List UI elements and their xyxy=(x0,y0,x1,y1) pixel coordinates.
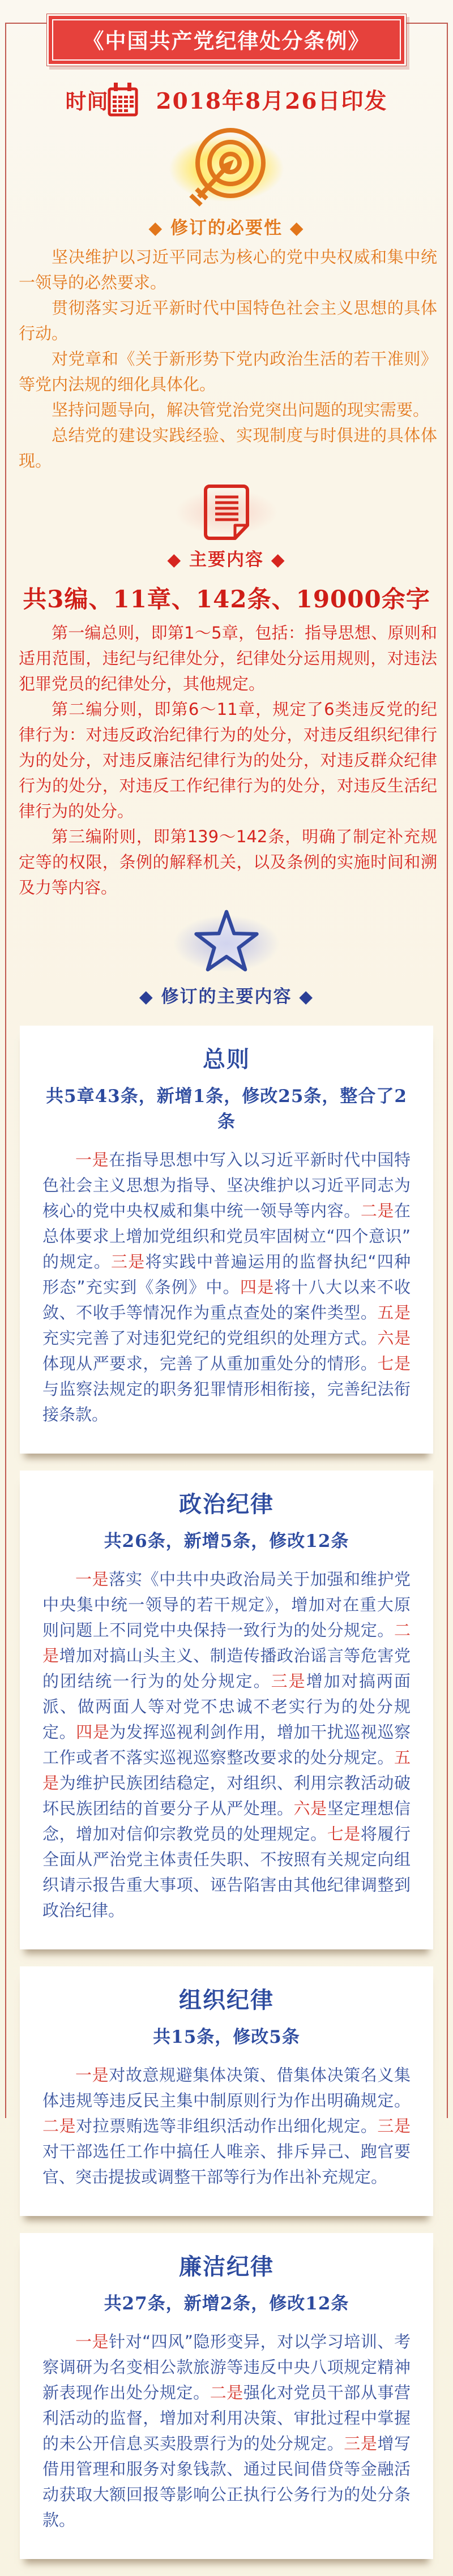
card-body: 一是针对“四风”隐形变异，对以学习培训、考察调研为名变相公款旅游等违反中央八项规定精神新表现作出处分规定。二是强化对党员干部从事营利活动的监督，增加对利用决策、审批过程中掌握的未公开信息买卖股票行为的处分规定。三是增写借用管理和服务对象钱款、通过民间借贷等金融活动获取大额回报等影响公正执行公务行为的处分条款。 xyxy=(42,2332,411,2530)
card-title: 总则 xyxy=(203,1047,250,1073)
section-heading-revision: ◆ 修订的主要内容 ◆ xyxy=(139,987,314,1007)
card-subtitle: 共26条，新增5条，修改12条 xyxy=(104,1531,349,1551)
calendar-icon xyxy=(105,82,139,118)
issue-date: 2018年8月26日印发 xyxy=(156,88,388,114)
card-political-discipline xyxy=(20,1471,433,1949)
document-lines-icon xyxy=(159,482,294,543)
card-body: 一是对故意规避集体决策、借集体决策名义集体违规等违反民主集中制原则行为作出明确规定。二是对拉票贿选等非组织活动作出细化规定。三是对干部选任工作中搞任人唯亲、排斥异己、跑官要官、突击提拔或调整干部等行为作出补充规定。 xyxy=(42,2065,411,2187)
title-banner xyxy=(46,14,407,66)
necessity-paragraphs xyxy=(0,239,453,474)
star-outline-icon xyxy=(159,907,294,980)
card-body: 一是落实《中共中央政治局关于加强和维护党中央集中统一领导的若干规定》，增加对在重大原则问题上不同党中央保持一致行为的处分规定。二是增加对搞山头主义、制造传播政治谣言等危害党的团结统一行为的处分规定。三是增加对搞两面派、做两面人等对党不忠诚不老实行为的处分规定。四是为发挥巡视利剑作用，增加干扰巡视巡察工作或者不落实巡视巡察整改要求的处分规定。五是为维护民族团结稳定，对组织、利用宗教活动破坏民族团结的首要分子从严处理。六是坚定理想信念，增加对信仰宗教党员的处理规定。七是将履行全面从严治党主体责任失职、不按照有关规定向组织请示报告重大事项、诬告陷害由其他纪律调整到政治纪律。 xyxy=(42,1570,411,1920)
structure-stat-line: 共3编、11章、142条、19000余字 xyxy=(23,585,430,613)
paragraph: 第三编附则，即第139～142条，明确了制定补充规定等的权限，条例的解释机关，以及条例的实施时间和溯及力等内容。 xyxy=(19,827,437,897)
card-title: 组织纪律 xyxy=(179,1987,274,2013)
issue-date-row xyxy=(0,80,453,119)
card-general-rules xyxy=(20,1026,433,1454)
card-organizational-discipline xyxy=(20,1966,433,2216)
card-title: 廉洁纪律 xyxy=(179,2254,274,2280)
main-content-paragraphs xyxy=(0,615,453,901)
card-body: 一是在指导思想中写入以习近平新时代中国特色社会主义思想为指导、坚决维护以习近平同志为核心的党中央权威和集中统一领导等内容。二是在总体要求上增加党组织和党员牢固树立“四个意识”的规定。三是将实践中普遍运用的监督执纪“四种形态”充实到《条例》中。四是将十八大以来不收敛、不收手等情况作为重点查处的案件类型。五是充实完善了对违犯党纪的党组织的处理方式。六是体现从严要求，完善了从重加重处分的情形。七是与监察法规定的职务犯罪情形相衔接，完善纪法衔接条款。 xyxy=(42,1150,411,1424)
paragraph: 总结党的建设实践经验、实现制度与时俱进的具体体现。 xyxy=(19,426,437,470)
page-title: 《中国共产党纪律处分条例》 xyxy=(83,28,370,53)
time-label: 时间 xyxy=(65,89,109,114)
paragraph: 第二编分则，即第6～11章，规定了6类违反党的纪律行为：对违反政治纪律行为的处分，对违反组织纪律行为的处分，对违反廉洁纪律行为的处分，对违反群众纪律行为的处分，对违反工作纪律行为的处分，对违反生活纪律行为的处分。 xyxy=(19,700,437,821)
paragraph: 坚决维护以习近平同志为核心的党中央权威和集中统一领导的必然要求。 xyxy=(19,247,437,292)
card-subtitle: 共27条，新增2条，修改12条 xyxy=(104,2294,349,2314)
section-heading-necessity: ◆ 修订的必要性 ◆ xyxy=(148,218,305,238)
paragraph: 第一编总则，即第1～5章，包括：指导思想、原则和适用范围，违纪与纪律处分，纪律处分运用规则，对违法犯罪党员的纪律处分，其他规定。 xyxy=(19,623,437,693)
target-bullseye-arrow-icon xyxy=(153,126,300,211)
paragraph: 贯彻落实习近平新时代中国特色社会主义思想的具体行动。 xyxy=(19,298,437,343)
paragraph: 坚持问题导向，解决管党治党突出问题的现实需要。 xyxy=(52,400,430,419)
section-heading-main-content: ◆ 主要内容 ◆ xyxy=(167,550,286,570)
card-integrity-discipline xyxy=(20,2233,433,2559)
card-title: 政治纪律 xyxy=(179,1491,274,1518)
card-subtitle: 共5章43条，新增1条，修改25条，整合了2条 xyxy=(46,1086,407,1132)
paragraph: 对党章和《关于新形势下党内政治生活的若干准则》等党内法规的细化具体化。 xyxy=(19,349,437,394)
card-subtitle: 共15条，修改5条 xyxy=(153,2027,300,2047)
